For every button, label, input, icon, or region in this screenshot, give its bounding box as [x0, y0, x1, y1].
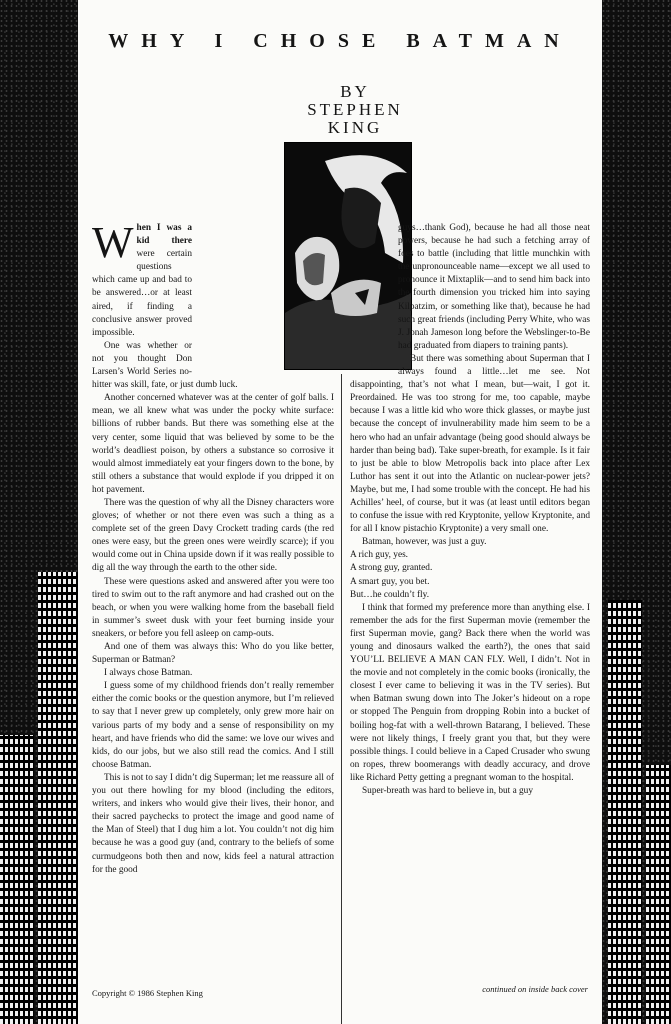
byline-last-name: KING	[327, 118, 383, 137]
paragraph: These were questions asked and answered after you were too tired to swim out to the raft anymore and had crashed out on the beach, or when you were walking home from the baseball field in summer’s sweet dusk with your feet burning inside your sneakers, or before you fell asleep on camp-outs.	[92, 576, 334, 639]
paragraph: This is not to say I didn’t dig Superman; let me reassure all of you out there howling for my blood (including the editors, writers, and inkers who would give their lives, their honor, and their sacred paychecks to protect the image and good name of the Man of Steel) that I dug him a lot. You couldn’t not dig him because he was a good guy (and, contrary to the beliefs of some curmudgeons both then and now, kids feel a natural attraction for the good	[92, 772, 334, 875]
paragraph: I think that formed my preference more than anything else. I remember the ads for the first Superman movie (remember the first Superman movie, gang? Back there when the world was young and dinosaurs walked the earth?), the ones that said YOU’LL BELIEVE A MAN CAN FLY. Well, I didn’t. Not in the movie and not completely in the comic books (ironically, the closest I ever came to believing it was in the TV series). But when Batman swung down into The Joker’s hideout on a rope or stopped The Penguin from dropping Robin into a bucket of boiling hog-fat with a well-thrown Batarang, I believed. These were not likely things, I freely grant you that, but they were possible things. I could believe in a Caped Crusader who swung on ropes, threw boomerangs with deadly accuracy, and drove like Richard Petty getting a pregnant woman to the hospital.	[350, 602, 590, 783]
paragraph: Batman, however, was just a guy.	[362, 537, 487, 548]
illustration-space	[350, 222, 398, 376]
article-page	[78, 0, 602, 1024]
paragraph: A strong guy, granted.	[350, 563, 433, 574]
byline	[290, 83, 420, 137]
paragraph: There was the question of why all the Disney characters wore gloves; of whether or not there even was such a thing as a complete set of the green Davy Crockett trading cards (the red ones were easy, but the green ones were weirdly scarce); if you would come out in China upside down if it was really possible to dig all the way through the earth to the other side.	[92, 497, 334, 574]
drop-cap: W	[92, 218, 134, 267]
byline-first-name: STEPHEN	[307, 100, 403, 119]
illustration-space	[198, 222, 334, 374]
paragraph-text: were certain questions which came up and bad to be answered…or at least aired, if finding a conclusive answer proved impossible.	[92, 249, 192, 338]
paragraph: A smart guy, you bet.	[350, 576, 430, 587]
byline-by: BY	[340, 82, 370, 101]
article-title: WHY I CHOSE BATMAN	[108, 30, 572, 52]
skyscraper-illustration	[646, 765, 671, 1024]
paragraph: Super-breath was hard to believe in, but a guy	[362, 786, 533, 797]
paragraph: But there was something about Superman that I always found a little…let me see. Not disappointing, that’s not what I mean, but—wait, I got it. Preordained. He was too strong for me, too capable, maybe because I was a little kid who wore thick glasses, or maybe just because the concept of invulnerability made him seem to be a hero who had an unfair advantage (being good should always be harder than being bad). Take super-breath, for example. Is it fair to just be able to blow Metropolis back into place after Lex Luthor has sent it out into the Atlantic on nuclear-power jets? Maybe, but me, I had some trouble with the concept. He had his Achilles’ heel, of course, but it was (at least until editors began to confuse the issue with red Kryptonite, yellow Kryptonite, and for all I know pistachio Kryptonite) a very small one.	[350, 353, 590, 535]
article-column-2	[350, 222, 590, 798]
paragraph: I always chose Batman.	[104, 668, 193, 679]
paragraph: And one of them was always this: Who do you like better, Superman or Batman?	[92, 642, 334, 666]
skyscraper-illustration	[38, 572, 78, 1024]
article-column-1	[92, 218, 334, 877]
skyscraper-illustration	[0, 735, 34, 1024]
continued-note: continued on inside back cover	[482, 984, 588, 994]
paragraph: I guess some of my childhood friends don’t really remember either the comic books or the question anymore, but I’m relieved to say that I never grew up completely, only grew more hair on various parts of my body and a sense of responsibility on my heart, and have friends who did the same: we love our wives and kids, do our jobs, but we also still read the comics. And I still choose Batman.	[92, 681, 334, 770]
skyscraper-illustration	[608, 600, 642, 1024]
paragraph: guys…thank God), because he had all those neat powers, because he had such a fetching array of foes to battle (including that little munchkin with the unpronounceable name—except we all used to pronounce it Mixtaplik—and to send him back into the fourth dimension you tricked him into saying Kilpatzim, or something like that), because he had such great friends (including Perry White, who was J. Jonah Jameson long before the Webslinger-to-Be had graduated from diapers to training pants).	[398, 223, 590, 351]
column-divider	[341, 374, 342, 1024]
paragraph: Another concerned whatever was at the center of golf balls. I mean, we all knew what was under the pocky white surface: billions of rubber bands. But there was something else at the very center, some liquid that was believed by some to be the world’s deadliest poison, by others a substance so corrosive it would almost immediately eat your fingers down to the bone, by still others a substance that would explode if you dripped it on hot pavement.	[92, 393, 334, 495]
paragraph: A rich guy, yes.	[350, 550, 409, 561]
paragraph: One was whether or not you thought Don Larsen’s World Series no-hitter was skill, fate, or just dumb luck.	[92, 340, 238, 391]
city-backdrop-right	[602, 0, 671, 1024]
lead-in: hen I was a kid there	[136, 223, 192, 247]
city-backdrop-left	[0, 0, 78, 1024]
copyright-notice: Copyright © 1986 Stephen King	[92, 988, 203, 998]
paragraph: But…he couldn’t fly.	[350, 589, 430, 600]
